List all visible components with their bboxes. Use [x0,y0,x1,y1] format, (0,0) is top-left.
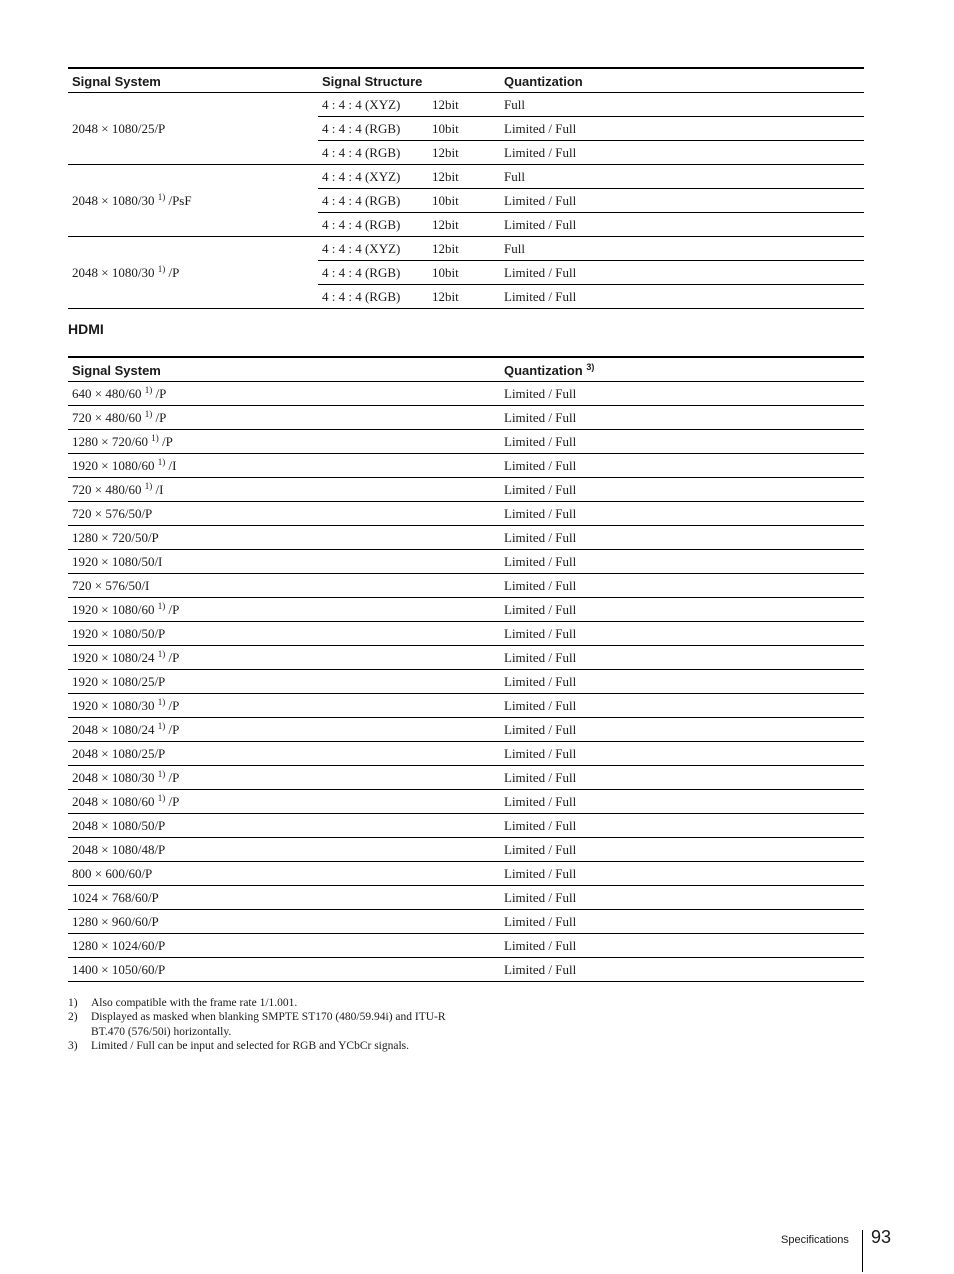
table-row [68,670,864,694]
signal-system-text: 2048 × 1080/24 [72,721,155,737]
signal-system-suffix: /I [152,481,164,497]
footnote-ref: 1) [157,720,166,731]
quantization-cell: Limited / Full [500,382,864,406]
footnote-text: Limited / Full can be input and selected for RGB and YCbCr signals. [91,1040,410,1053]
signal-system-text: 1920 × 1080/50/I [72,553,163,569]
quantization-cell: Limited / Full [500,261,864,285]
signal-system-cell [68,526,500,550]
quantization-cell: Limited / Full [500,814,864,838]
signal-system-suffix: /P [165,601,180,617]
table-row [68,622,864,646]
signal-structure-cell: 4 : 4 : 4 (RGB) [318,285,428,309]
quantization-cell: Limited / Full [500,910,864,934]
signal-system-cell [68,406,500,430]
table-row [68,718,864,742]
signal-system-text: 1920 × 1080/50/P [72,625,166,641]
signal-system-cell [68,886,500,910]
bit-depth-cell: 12bit [428,141,500,165]
header-signal-structure: Signal Structure [318,68,500,93]
header-signal-system: Signal System [68,357,500,382]
signal-system-text: 1400 × 1050/60/P [72,961,166,977]
signal-system-suffix: /P [165,264,180,280]
signal-system-text: 1920 × 1080/30 [72,697,155,713]
table-row [68,958,864,982]
quantization-cell: Limited / Full [500,622,864,646]
signal-system-cell [68,550,500,574]
quantization-cell: Limited / Full [500,838,864,862]
signal-system-suffix: /P [165,697,180,713]
table-header-row [68,68,864,93]
signal-structure-cell: 4 : 4 : 4 (RGB) [318,141,428,165]
signal-system-cell [68,670,500,694]
signal-system-text: 720 × 480/60 [72,481,142,497]
quantization-cell: Limited / Full [500,502,864,526]
signal-system-text: 720 × 576/50/I [72,577,150,593]
signal-system-text: 2048 × 1080/30 [72,192,155,208]
signal-system-text: 720 × 480/60 [72,409,142,425]
signal-system-cell [68,838,500,862]
signal-system-text: 720 × 576/50/P [72,505,153,521]
table-row [68,598,864,622]
quantization-cell: Limited / Full [500,574,864,598]
signal-system-text: 2048 × 1080/48/P [72,841,166,857]
quantization-cell: Full [500,93,864,117]
quantization-cell: Limited / Full [500,646,864,670]
footnote-ref: 1) [144,480,153,491]
quantization-cell: Limited / Full [500,790,864,814]
quantization-cell: Limited / Full [500,213,864,237]
signal-system-cell [68,694,500,718]
signal-system-text: 1920 × 1080/24 [72,649,155,665]
footnote-number: 2) [68,1011,78,1024]
table-row [68,910,864,934]
quantization-cell: Limited / Full [500,862,864,886]
table-row [68,237,864,261]
footnote-ref: 1) [151,432,159,443]
signal-system-cell [68,622,500,646]
table-row [68,406,864,430]
quantization-cell: Limited / Full [500,718,864,742]
signal-system-suffix: /P [158,433,173,449]
signal-system-text: 2048 × 1080/25/P [72,120,166,136]
signal-system-text: 640 × 480/60 [72,385,142,401]
table-row [68,93,864,117]
signal-system-text: 2048 × 1080/30 [72,264,155,280]
table-row [68,814,864,838]
footnote-number: 1) [68,997,78,1009]
footnote-ref: 1) [157,456,166,467]
table-row [68,478,864,502]
table-row [68,502,864,526]
table-row [68,430,864,454]
signal-system-text: 1920 × 1080/60 [72,457,155,473]
signal-system-cell [68,430,500,454]
signal-system-suffix: /P [152,409,167,425]
quantization-cell: Limited / Full [500,742,864,766]
quantization-cell: Limited / Full [500,958,864,982]
footnote-ref: 1) [157,600,166,611]
signal-system-text: 2048 × 1080/25/P [72,745,166,761]
footnote-ref: 1) [157,191,166,202]
signal-system-suffix: /P [165,721,180,737]
signal-system-text: 1280 × 1024/60/P [72,937,166,953]
table-header-row [68,357,864,382]
table-row [68,646,864,670]
table-row [68,766,864,790]
quantization-cell: Limited / Full [500,189,864,213]
header-quantization: Quantization $^{3)}$ [500,357,864,382]
table-row [68,886,864,910]
header-quantization: Quantization [500,68,864,93]
signal-structure-cell: 4 : 4 : 4 (RGB) [318,117,428,141]
bit-depth-cell: 12bit [428,165,500,189]
footnote-ref: 1) [157,696,166,707]
signal-system-text: 1280 × 720/50/P [72,529,159,545]
signal-system-cell [68,910,500,934]
signal-system-cell [68,742,500,766]
quantization-cell: Limited / Full [500,406,864,430]
table-row [68,934,864,958]
signal-system-cell [68,934,500,958]
table-row [68,742,864,766]
signal-system-cell [68,766,500,790]
signal-system-text: 2048 × 1080/30 [72,769,155,785]
quantization-cell: Limited / Full [500,694,864,718]
signal-system-text: 1280 × 720/60 [72,433,148,449]
signal-system-cell [68,958,500,982]
table-row [68,454,864,478]
footnote-ref: 1) [144,408,153,419]
signal-system-text: 2048 × 1080/50/P [72,817,166,833]
signal-system-suffix: /P [165,793,180,809]
quantization-cell: Limited / Full [500,670,864,694]
signal-structure-cell: 4 : 4 : 4 (XYZ) [318,165,428,189]
footnote-number: 3) [68,1040,78,1053]
signal-table [68,67,864,309]
signal-system-cell [68,574,500,598]
signal-structure-cell: 4 : 4 : 4 (XYZ) [318,93,428,117]
signal-system-text: 2048 × 1080/60 [72,793,155,809]
bit-depth-cell: 10bit [428,261,500,285]
table-row [68,165,864,189]
footnote-ref: 1) [157,263,166,274]
quantization-cell: Limited / Full [500,430,864,454]
signal-system-cell [68,814,500,838]
quantization-cell: Limited / Full [500,526,864,550]
quantization-cell: Limited / Full [500,285,864,309]
table-row [68,862,864,886]
signal-system-cell [68,237,318,309]
table-row [68,526,864,550]
signal-system-cell [68,862,500,886]
signal-system-cell [68,790,500,814]
section-heading: HDMI [68,321,104,337]
quantization-cell: Full [500,165,864,189]
signal-system-cell [68,93,318,165]
quantization-cell: Full [500,237,864,261]
table-row [68,790,864,814]
footnote-ref: 1) [144,384,153,395]
signal-system-suffix: /P [152,385,167,401]
signal-system-suffix: /P [165,649,180,665]
table-row [68,694,864,718]
signal-structure-cell: 4 : 4 : 4 (RGB) [318,189,428,213]
footnote-text: Displayed as masked when blanking SMPTE ST170 (480/59.94i) and ITU-R BT.470 (576/50i) horizontally. [91,1011,446,1038]
footnote [68,1039,471,1053]
quantization-cell: Limited / Full [500,886,864,910]
quantization-cell: Limited / Full [500,934,864,958]
footnote-text: Also compatible with the frame rate 1/1.001. [91,997,298,1009]
signal-structure-cell: 4 : 4 : 4 (RGB) [318,261,428,285]
signal-system-text: 800 × 600/60/P [72,865,153,881]
signal-system-cell [68,598,500,622]
footer-section-label: Specifications [781,1234,849,1246]
footnotes [68,996,471,1054]
table-row [68,550,864,574]
bit-depth-cell: 12bit [428,93,500,117]
quantization-cell: Limited / Full [500,478,864,502]
footnote-ref: 1) [157,768,166,779]
signal-system-text: 1920 × 1080/25/P [72,673,166,689]
bit-depth-cell: 10bit [428,189,500,213]
signal-system-text: 1280 × 960/60/P [72,913,159,929]
signal-system-cell [68,646,500,670]
signal-structure-cell: 4 : 4 : 4 (RGB) [318,213,428,237]
signal-structure-cell: 4 : 4 : 4 (XYZ) [318,237,428,261]
quantization-cell: Limited / Full [500,454,864,478]
footnote-ref: 1) [157,648,166,659]
footer-divider [862,1230,863,1272]
signal-system-cell [68,454,500,478]
signal-system-cell [68,165,318,237]
quantization-cell: Limited / Full [500,598,864,622]
hdmi-table [68,356,864,982]
bit-depth-cell: 12bit [428,237,500,261]
bit-depth-cell: 10bit [428,117,500,141]
footnote-ref: 1) [157,792,166,803]
quantization-cell: Limited / Full [500,141,864,165]
footnote [68,996,471,1010]
header-signal-system: Signal System [68,68,318,93]
bit-depth-cell: 12bit [428,213,500,237]
signal-system-suffix: /I [165,457,177,473]
footnote [68,1010,471,1039]
bit-depth-cell: 12bit [428,285,500,309]
signal-system-cell [68,382,500,406]
signal-system-cell [68,478,500,502]
table-row [68,382,864,406]
quantization-cell: Limited / Full [500,550,864,574]
signal-system-cell [68,502,500,526]
signal-system-suffix: /PsF [165,192,192,208]
table-row [68,838,864,862]
signal-system-suffix: /P [165,769,180,785]
quantization-cell: Limited / Full [500,766,864,790]
page-number: 93 [871,1227,892,1247]
table-row [68,574,864,598]
signal-system-cell [68,718,500,742]
quantization-cell: Limited / Full [500,117,864,141]
signal-system-text: 1024 × 768/60/P [72,889,159,905]
signal-system-text: 1920 × 1080/60 [72,601,155,617]
